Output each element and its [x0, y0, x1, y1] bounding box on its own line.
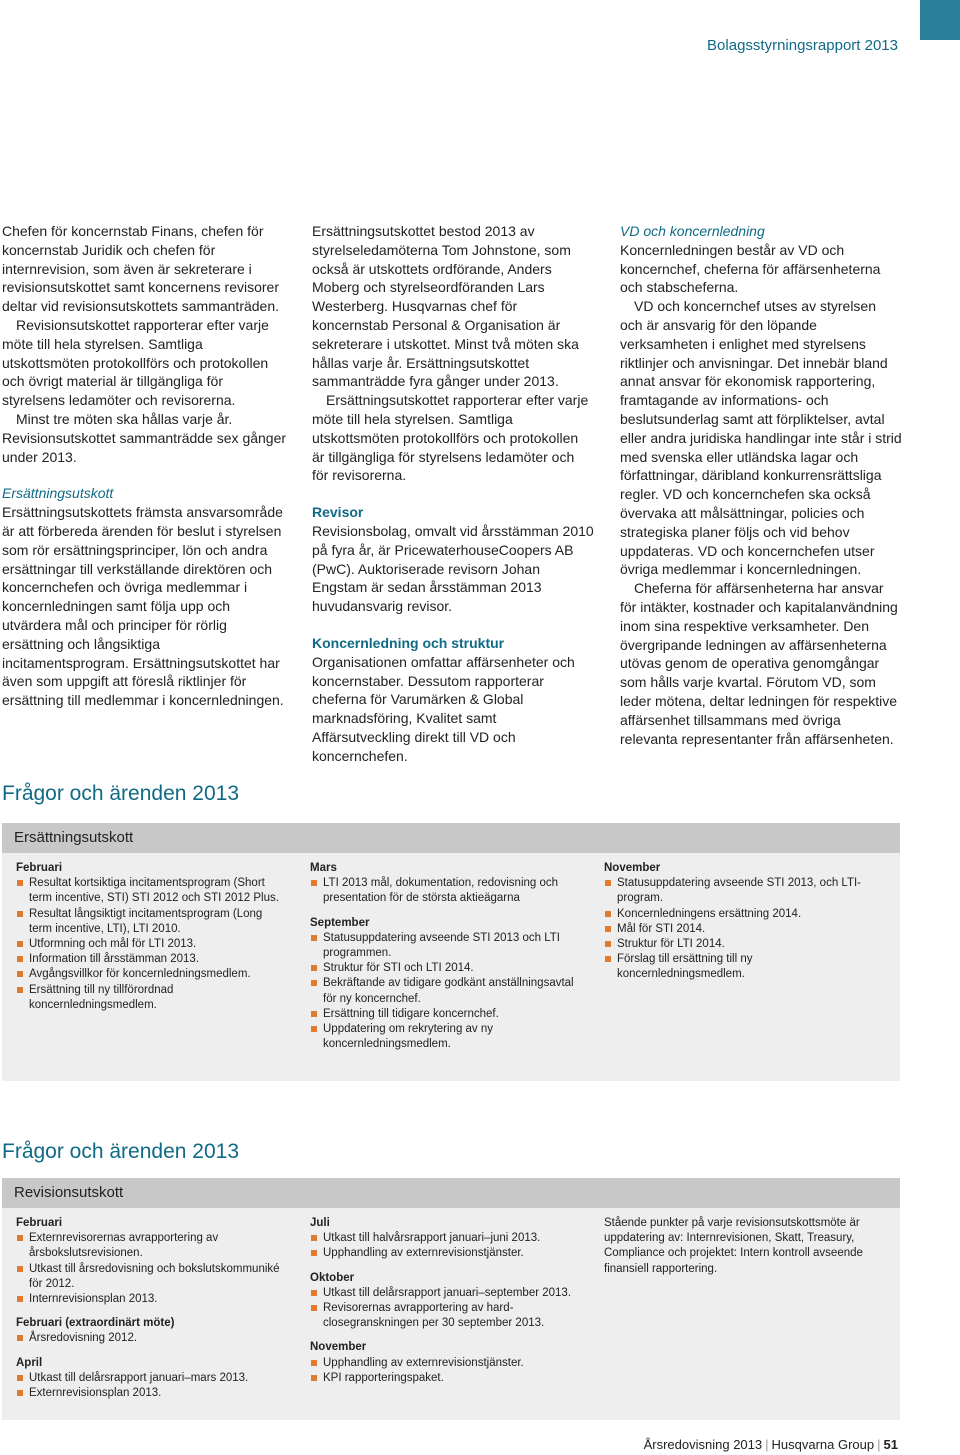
agenda-list	[16, 1331, 286, 1346]
month-heading: November	[604, 862, 661, 874]
list-item: Externrevisionsplan 2013.	[16, 1386, 286, 1401]
list-item: Uppdatering om rekrytering av ny koncernledningsmedlem.	[310, 1022, 588, 1052]
section-heading-ersattningsutskott: Ersättningsutskott	[2, 485, 114, 502]
paragraph: Ersättningsutskottets främsta ansvarsområde är att förbereda ärenden för beslut i styrelsen som rör ersättningsprinciper, lön och andra ersättningar till verkställande direktören och koncernchefen och övriga medlemmar i koncernledningen samt följa upp och utvärdera mål och principer för rörlig ersättning och långsiktiga incitamentsprogram. Ersättningsutskottet har även som uppgift att föreslå riktlinjer för ersättning till medlemmar i koncernledningen.	[2, 504, 284, 709]
list-item: Information till årsstämman 2013.	[16, 952, 286, 967]
agenda-list	[310, 1356, 588, 1386]
list-item: Utkast till årsredovisning och bokslutskommuniké för 2012.	[16, 1262, 286, 1292]
list-item: Utformning och mål för LTI 2013.	[16, 937, 286, 952]
month-heading: April	[16, 1356, 43, 1369]
agenda-list	[310, 876, 588, 906]
list-item: Utkast till delårsrapport januari–mars 2013.	[16, 1371, 286, 1386]
list-item: Revisorernas avrapportering av hard-closegranskningen per 30 september 2013.	[310, 1301, 588, 1331]
corner-tab	[920, 0, 960, 40]
paragraph: Cheferna för affärsenheterna har ansvar för intäkter, kostnader och kapitalanvändning inom sina respektive verksamheter. Den övergripande ledningen av affärsenheterna utövas genom de operativa genomgångar som hålls varje kvartal. Förutom VD, som leder mötena, deltar ledningen för respektive affärsenhet tillsammans med övriga relevanta representanter från affärsenheten.	[620, 580, 898, 747]
list-item: Struktur för LTI 2014.	[604, 937, 874, 952]
agenda-list	[604, 876, 874, 982]
list-item: Ersättning till tidigare koncernchef.	[310, 1007, 588, 1022]
text-column-3	[620, 222, 902, 748]
month-heading: Juli	[310, 1217, 330, 1229]
box-column	[16, 1216, 286, 1410]
ersattningsutskott-box	[2, 823, 900, 1081]
paragraph: Koncernledningen består av VD och koncernchef, cheferna för affärsenheterna och stabscheferna.	[620, 241, 881, 296]
list-item: Bekräftande av tidigare godkänt anställningsavtal för ny koncernchef.	[310, 976, 588, 1006]
agenda-list	[310, 1231, 588, 1261]
list-item: Upphandling av externrevisionstjänster.	[310, 1356, 588, 1371]
page-number: 51	[883, 1437, 898, 1452]
paragraph: Ersättningsutskottet rapporterar efter varje möte till hela styrelsen. Samtliga utskottsmöten protokollförs och protokollen är tillgängliga för styrelsens ledamöter och för revisorerna.	[312, 392, 589, 484]
list-item: Mål för STI 2014.	[604, 922, 874, 937]
month-heading: September	[310, 916, 370, 929]
standing-items-text: Stående punkter på varje revisionsutskottsmöte är uppdatering av: Internrevisionen, Skatt, Treasury, Compliance och projektet: Intern kontroll avseende finansiell rapportering.	[604, 1217, 863, 1275]
list-item: Struktur för STI och LTI 2014.	[310, 961, 588, 976]
section-title: Frågor och ärenden 2013	[2, 1140, 239, 1163]
list-item: Utkast till halvårsrapport januari–juni 2013.	[310, 1231, 588, 1246]
list-item: Statusuppdatering avseende STI 2013, och LTI-program.	[604, 876, 874, 906]
month-heading: November	[310, 1341, 367, 1354]
list-item: Avgångsvillkor för koncernledningsmedlem.	[16, 967, 286, 982]
agenda-list	[310, 1286, 588, 1332]
month-heading: Mars	[310, 862, 337, 874]
list-item: Resultat långsiktigt incitamentsprogram (Long term incentive, LTI), LTI 2010.	[16, 907, 286, 937]
box-title: Ersättningsutskott	[2, 823, 900, 853]
paragraph: Organisationen omfattar affärsenheter och koncernstaber. Dessutom rapporterar cheferna för Varumärken & Global marknadsföring, Kvalitet samt Affärsutveckling direkt till VD och koncernchefen.	[312, 653, 575, 764]
list-item: Ersättning till ny tillförordnad koncernledningsmedlem.	[16, 983, 286, 1013]
box-column	[604, 861, 874, 992]
page-footer: Årsredovisning 2013 | Husqvarna Group | 51	[643, 1437, 898, 1452]
list-item: LTI 2013 mål, dokumentation, redovisning och presentation för de största aktieägarna	[310, 876, 588, 906]
paragraph: Revisionsbolag, omvalt vid årsstämman 2010 på fyra år, är PricewaterhouseCoopers AB (PwC). Auktoriserade revisorn Johan Engstam är sedan årsstämman 2013 huvudansvarig revisor.	[312, 522, 594, 615]
section-heading-revisor: Revisor	[312, 504, 364, 521]
list-item: Externrevisorernas avrapportering av årsbokslutsrevisionen.	[16, 1231, 286, 1261]
agenda-list	[16, 1371, 286, 1401]
text-column-1	[2, 222, 288, 710]
text-column-2	[312, 222, 594, 766]
list-item: Upphandling av externrevisionstjänster.	[310, 1246, 588, 1261]
paragraph: Revisionsutskottet rapporterar efter varje möte till hela styrelsen. Samtliga utskottsmöten protokollförs och protokollen och övrigt material är tillgängliga för styrelsens ledamöter och revisorerna.	[2, 316, 269, 409]
paragraph: Minst tre möten ska hållas varje år. Revisionsutskottet sammanträdde sex gånger under 2013.	[2, 410, 287, 465]
list-item: Förslag till ersättning till ny koncernledningsmedlem.	[604, 952, 874, 982]
list-item: Koncernledningens ersättning 2014.	[604, 907, 874, 922]
paragraph: Ersättningsutskottet bestod 2013 av styrelseledamöterna Tom Johnstone, som också är utskottets ordförande, Anders Moberg och styrelseordföranden Lars Westerberg. Husqvarnas chef för koncernstab Personal & Organisation är sekreterare i utskottet. Minst två möten ska hållas varje år. Ersättningsutskottet sammanträdde fyra gånger under 2013.	[312, 223, 579, 390]
list-item: Utkast till delårsrapport januari–september 2013.	[310, 1286, 588, 1301]
box-column	[604, 1216, 882, 1277]
paragraph: VD och koncernchef utses av styrelsen och är ansvarig för den löpande verksamheten i enlighet med styrelsens riktlinjer och anvisningar. Det innebär bland annat ansvar för ekonomisk rapportering, framtagande av informations- och beslutsunderlag samt att förpliktelser, avtal eller andra juridiska handlingar inte står i strid med svenska eller utländska lagar och författningar, däribland konkurrensrättsliga regler. VD och koncernchefen ska också övervaka att målsättningar, policies och strategiska planer följs och vid behov uppdateras. VD och koncernchefen utser övriga medlemmar i koncernledningen.	[620, 298, 902, 578]
box-column	[310, 1216, 588, 1395]
list-item: Resultat kortsiktiga incitamentsprogram (Short term incentive, STI) STI 2012 och STI 2012 Plus.	[16, 876, 286, 906]
header-title: Bolagsstyrningsrapport 2013	[707, 37, 898, 54]
footer-company: Husqvarna Group	[771, 1437, 875, 1452]
section-heading-vd: VD och koncernledning	[620, 223, 765, 239]
box-column	[310, 861, 588, 1061]
agenda-list	[16, 1231, 286, 1307]
list-item: KPI rapporteringspaket.	[310, 1371, 588, 1386]
list-item: Internrevisionsplan 2013.	[16, 1292, 286, 1307]
agenda-list	[310, 931, 588, 1053]
section-title: Frågor och ärenden 2013	[2, 782, 239, 805]
list-item: Statusuppdatering avseende STI 2013 och LTI programmen.	[310, 931, 588, 961]
month-heading: Oktober	[310, 1271, 355, 1284]
revisionsutskott-box	[2, 1178, 900, 1420]
month-heading: Februari	[16, 862, 63, 874]
footer-report: Årsredovisning 2013	[643, 1437, 763, 1452]
month-heading: Februari	[16, 1217, 63, 1229]
section-heading-koncernledning: Koncernledning och struktur	[312, 634, 505, 651]
agenda-list	[16, 876, 286, 1013]
box-title: Revisionsutskott	[2, 1178, 900, 1208]
paragraph: Chefen för koncernstab Finans, chefen för koncernstab Juridik och chefen för internrevision, som även är sekreterare i revisionsutskottet samt koncernens revisorer deltar vid revisionsutskottets sammanträden.	[2, 223, 280, 315]
box-column	[16, 861, 286, 1022]
month-heading: Februari (extraordinärt möte)	[16, 1317, 175, 1330]
list-item: Årsredovisning 2012.	[16, 1331, 286, 1346]
